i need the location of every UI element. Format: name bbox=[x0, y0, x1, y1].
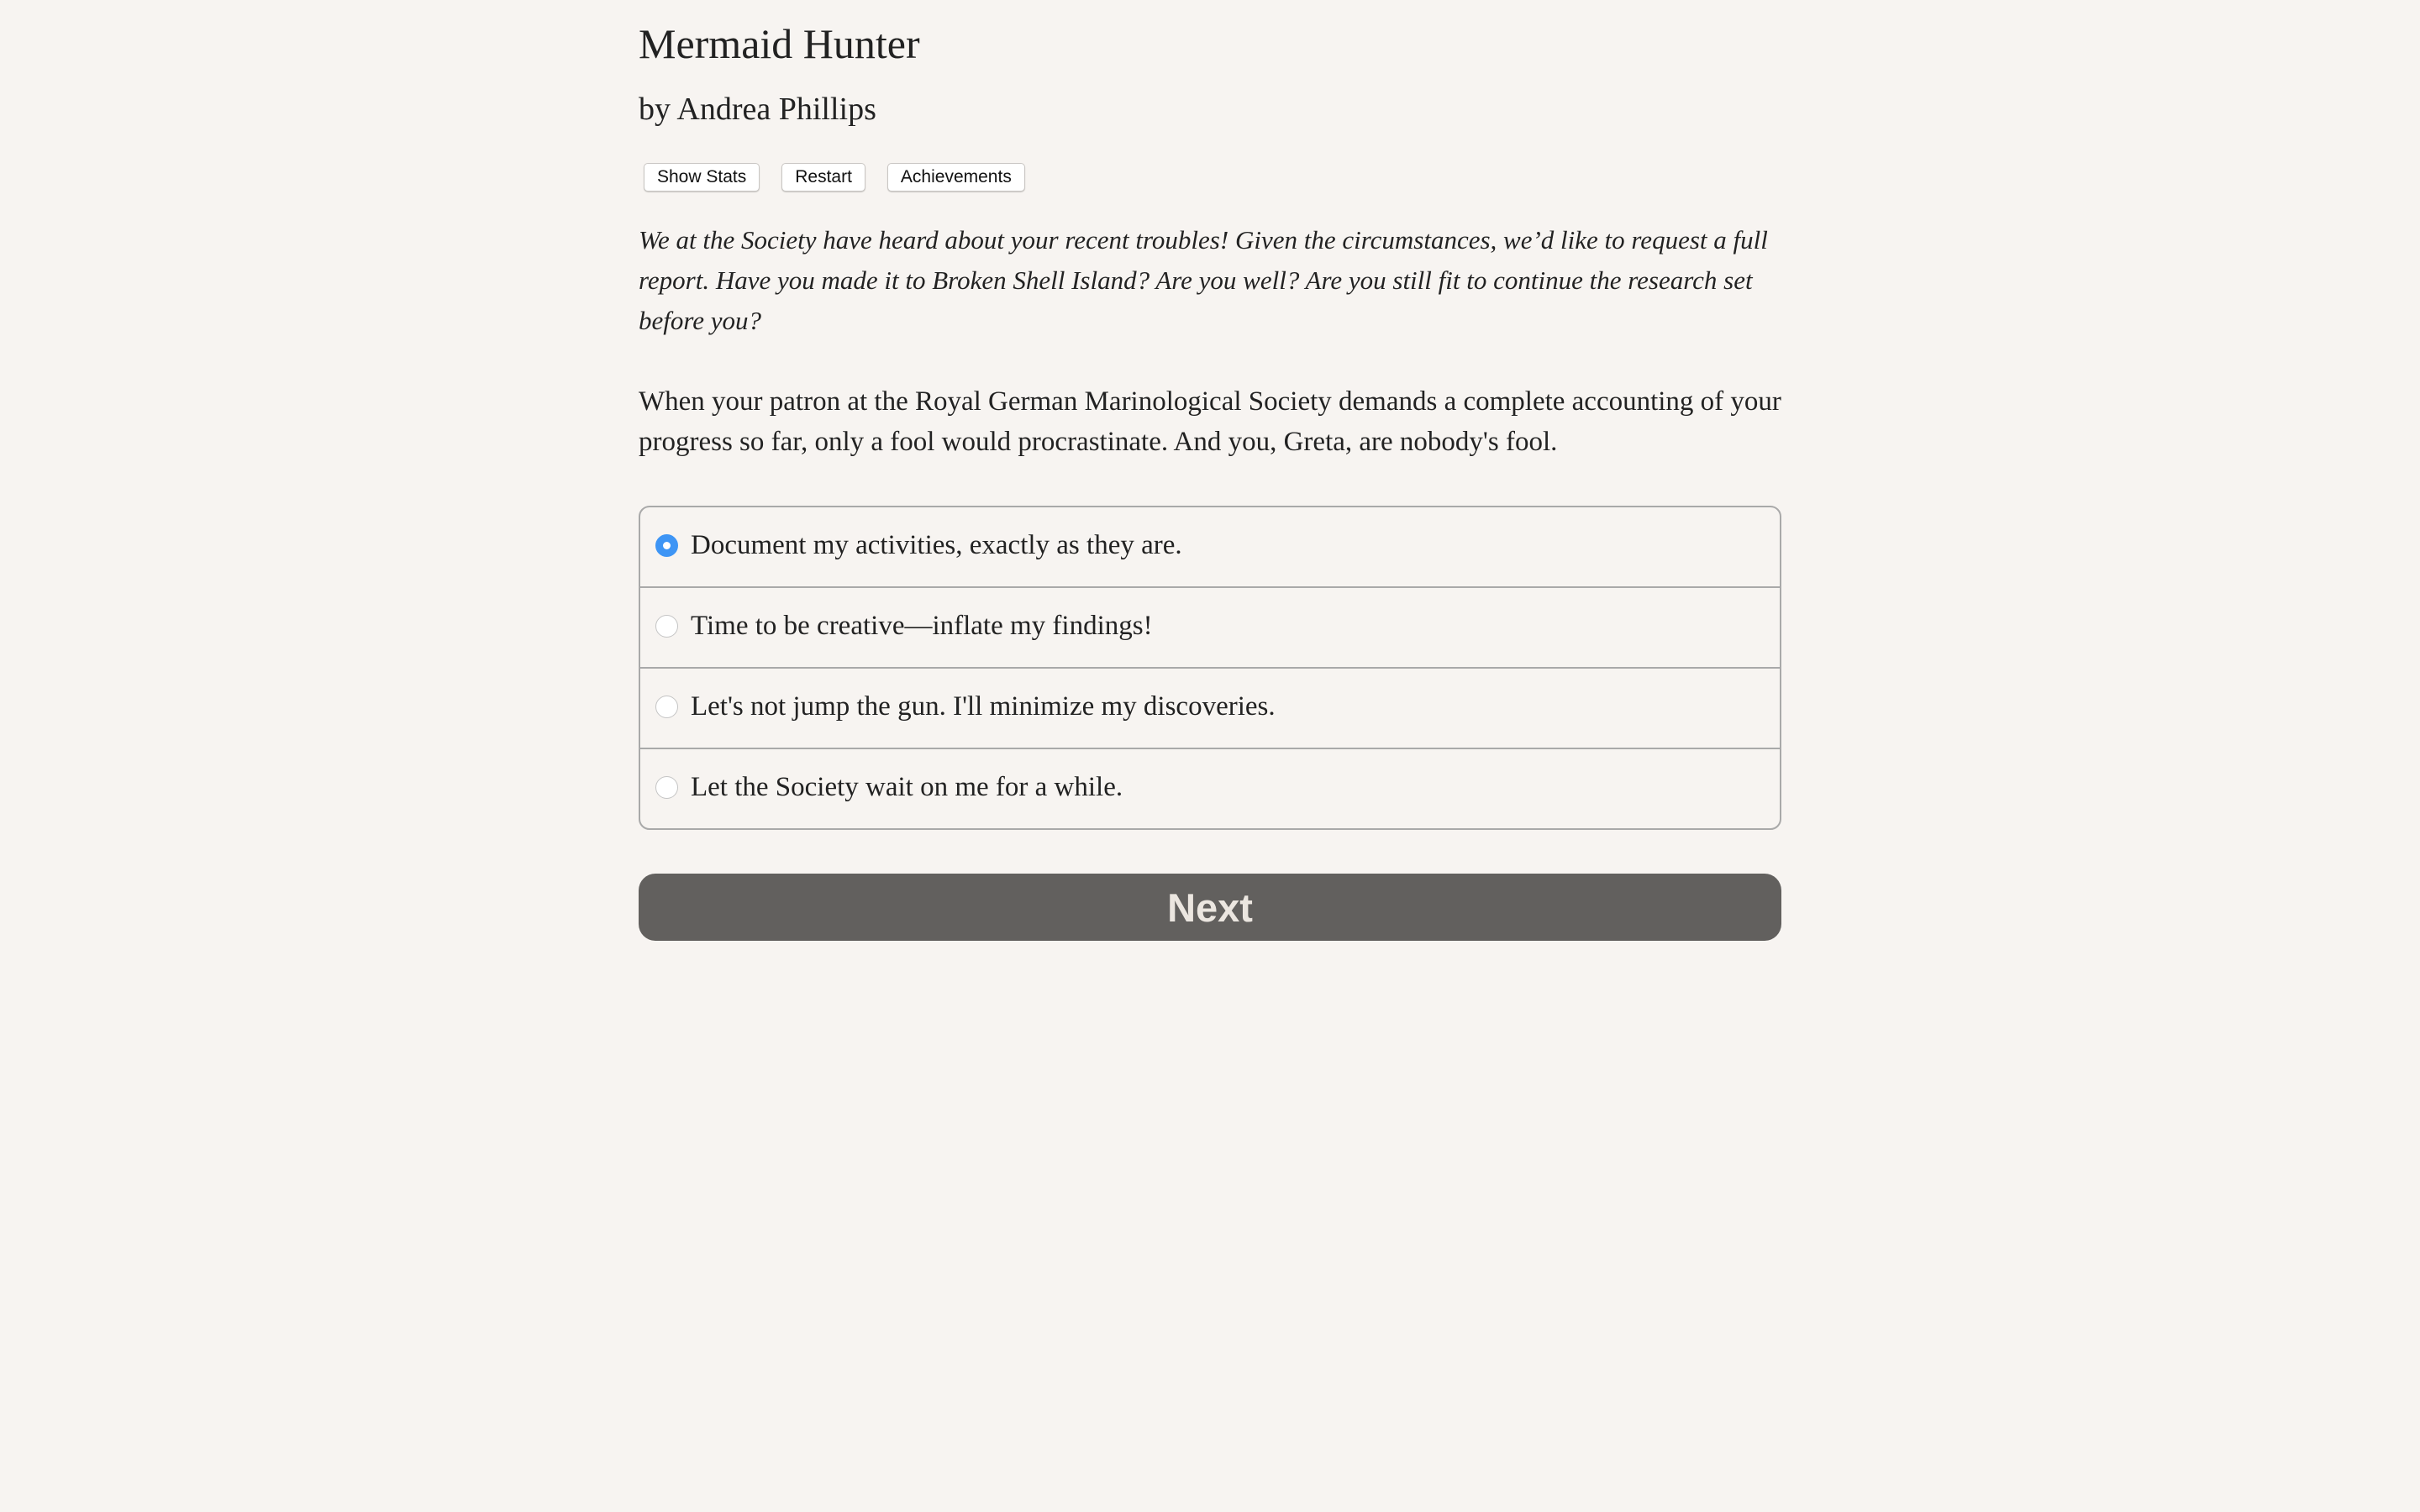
choice-option-minimize[interactable] bbox=[640, 669, 1780, 749]
choice-label: Time to be creative—inflate my findings! bbox=[691, 611, 1153, 641]
narrative-text: When your patron at the Royal German Marinological Society demands a complete accounting of your progress so far, only a fool would procrastinate. And you, Greta, are nobody's fool. bbox=[639, 386, 1781, 457]
next-button[interactable]: Next bbox=[639, 874, 1781, 941]
radio-unselected-icon[interactable] bbox=[655, 615, 678, 638]
game-author-byline: by Andrea Phillips bbox=[639, 92, 876, 127]
game-title: Mermaid Hunter bbox=[639, 20, 920, 67]
choice-option-wait[interactable] bbox=[640, 749, 1780, 828]
game-toolbar bbox=[644, 163, 1025, 192]
choice-list bbox=[639, 506, 1781, 830]
society-letter-text: We at the Society have heard about your recent troubles! Given the circumstances, we’d like to request a full report. Have you made it to Broken Shell Island? Are you well? Are you still fit to continue the research set before you? bbox=[639, 225, 1768, 335]
radio-selected-icon[interactable] bbox=[655, 534, 678, 557]
choice-option-document[interactable] bbox=[640, 507, 1780, 588]
show-stats-button[interactable]: Show Stats bbox=[644, 163, 760, 192]
choice-label: Let's not jump the gun. I'll minimize my discoveries. bbox=[691, 691, 1276, 722]
restart-button[interactable]: Restart bbox=[781, 163, 865, 192]
choice-option-inflate[interactable] bbox=[640, 588, 1780, 669]
achievements-button[interactable]: Achievements bbox=[887, 163, 1025, 192]
radio-unselected-icon[interactable] bbox=[655, 776, 678, 799]
choice-label: Let the Society wait on me for a while. bbox=[691, 772, 1123, 802]
radio-unselected-icon[interactable] bbox=[655, 696, 678, 718]
choice-label: Document my activities, exactly as they are. bbox=[691, 530, 1182, 560]
